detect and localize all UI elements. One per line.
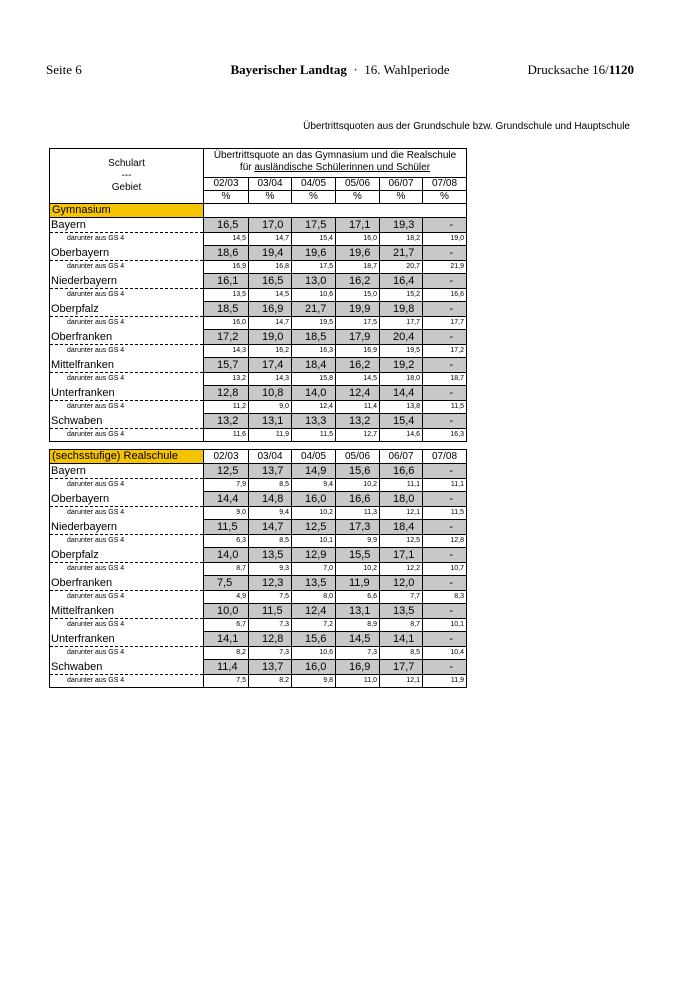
quota-value: 14,9 bbox=[292, 464, 336, 479]
quota-value: 14,0 bbox=[204, 548, 249, 563]
sub-label: darunter aus GS 4 bbox=[50, 317, 204, 330]
table-row bbox=[50, 330, 467, 345]
quota-value: 16,1 bbox=[204, 274, 249, 289]
sub-label: darunter aus GS 4 bbox=[50, 289, 204, 302]
sub-value: 9,3 bbox=[249, 563, 292, 576]
table-subrow bbox=[50, 535, 467, 548]
sub-value: 9,8 bbox=[292, 675, 336, 688]
quota-value: 15,5 bbox=[336, 548, 380, 563]
table-subrow bbox=[50, 479, 467, 492]
quota-value: 18,6 bbox=[204, 246, 249, 261]
quota-value: 16,4 bbox=[380, 274, 423, 289]
region-label: Unterfranken bbox=[50, 386, 204, 401]
quota-value: - bbox=[423, 218, 467, 233]
quota-head: Übertrittsquote an das Gymnasium und die Realschule für ausländische Schülerinnen und Schüler bbox=[204, 149, 467, 178]
quota-value: 14,4 bbox=[204, 492, 249, 507]
quota-value: 16,9 bbox=[249, 302, 292, 317]
quota-value: 19,2 bbox=[380, 358, 423, 373]
quota-value: 17,3 bbox=[336, 520, 380, 535]
quota-value: 16,2 bbox=[336, 358, 380, 373]
sub-value: 16,0 bbox=[336, 233, 380, 246]
quota-value: 19,0 bbox=[249, 330, 292, 345]
header-separator: · bbox=[353, 62, 358, 77]
table-row bbox=[50, 414, 467, 429]
quota-value: 15,7 bbox=[204, 358, 249, 373]
sub-value: 16,6 bbox=[423, 289, 467, 302]
region-label: Niederbayern bbox=[50, 520, 204, 535]
sub-label: darunter aus GS 4 bbox=[50, 591, 204, 604]
sub-value: 7,2 bbox=[292, 619, 336, 632]
sub-value: 8,7 bbox=[380, 619, 423, 632]
quota-value: - bbox=[423, 464, 467, 479]
sub-value: 11,1 bbox=[380, 479, 423, 492]
sub-value: 10,2 bbox=[292, 507, 336, 520]
year-header: 07/08 bbox=[423, 178, 467, 191]
sub-value: 11,5 bbox=[292, 429, 336, 442]
sub-value: 16,8 bbox=[249, 261, 292, 274]
sub-label: darunter aus GS 4 bbox=[50, 233, 204, 246]
quota-value: 18,5 bbox=[292, 330, 336, 345]
sub-value: 9,0 bbox=[249, 401, 292, 414]
sub-value: 17,2 bbox=[423, 345, 467, 358]
quota-value: 7,5 bbox=[204, 576, 249, 591]
unit-header: % bbox=[204, 191, 249, 204]
sub-value: 7,0 bbox=[292, 563, 336, 576]
sub-value: 13,2 bbox=[204, 373, 249, 386]
quota-value: 17,5 bbox=[292, 218, 336, 233]
quota-value: 18,4 bbox=[380, 520, 423, 535]
quota-value: 18,4 bbox=[292, 358, 336, 373]
quota-value: 17,4 bbox=[249, 358, 292, 373]
sub-value: 8,2 bbox=[249, 675, 292, 688]
quota-value: 19,6 bbox=[292, 246, 336, 261]
sub-value: 14,7 bbox=[249, 317, 292, 330]
table-subrow bbox=[50, 373, 467, 386]
sub-value: 11,0 bbox=[336, 675, 380, 688]
unit-header: % bbox=[249, 191, 292, 204]
sub-value: 11,9 bbox=[249, 429, 292, 442]
quota-value: 20,4 bbox=[380, 330, 423, 345]
page-number: Seite 6 bbox=[46, 62, 82, 77]
quota-value: - bbox=[423, 604, 467, 619]
quota-value: 13,7 bbox=[249, 464, 292, 479]
unit-header: % bbox=[423, 191, 467, 204]
quota-value: 11,9 bbox=[336, 576, 380, 591]
sub-value: 10,7 bbox=[423, 563, 467, 576]
year-header: 05/06 bbox=[336, 450, 380, 464]
sub-value: 11,6 bbox=[204, 429, 249, 442]
table-subrow bbox=[50, 317, 467, 330]
sub-value: 6,7 bbox=[204, 619, 249, 632]
sub-value: 11,9 bbox=[423, 675, 467, 688]
sub-value: 12,4 bbox=[292, 401, 336, 414]
quota-value: 12,4 bbox=[292, 604, 336, 619]
quota-value: - bbox=[423, 274, 467, 289]
sub-value: 19,0 bbox=[423, 233, 467, 246]
quota-value: 19,8 bbox=[380, 302, 423, 317]
sub-value: 15,0 bbox=[336, 289, 380, 302]
sub-value: 14,5 bbox=[249, 289, 292, 302]
quota-value: 13,1 bbox=[336, 604, 380, 619]
quota-value: 12,9 bbox=[292, 548, 336, 563]
quota-value: 12,3 bbox=[249, 576, 292, 591]
sub-label: darunter aus GS 4 bbox=[50, 261, 204, 274]
sub-value: 11,5 bbox=[423, 507, 467, 520]
sub-value: 14,3 bbox=[204, 345, 249, 358]
quota-value: 13,3 bbox=[292, 414, 336, 429]
sub-value: 7,3 bbox=[249, 619, 292, 632]
quota-value: - bbox=[423, 386, 467, 401]
table-row bbox=[50, 548, 467, 563]
sub-value: 12,7 bbox=[336, 429, 380, 442]
quota-value: - bbox=[423, 576, 467, 591]
sub-value: 8,5 bbox=[249, 535, 292, 548]
quota-value: 16,0 bbox=[292, 492, 336, 507]
sub-value: 10,2 bbox=[336, 479, 380, 492]
quota-value: 13,5 bbox=[380, 604, 423, 619]
sub-label: darunter aus GS 4 bbox=[50, 479, 204, 492]
quota-value: 19,4 bbox=[249, 246, 292, 261]
quota-value: - bbox=[423, 492, 467, 507]
sub-label: darunter aus GS 4 bbox=[50, 345, 204, 358]
region-label: Schwaben bbox=[50, 660, 204, 675]
region-label: Oberfranken bbox=[50, 330, 204, 345]
sub-value: 16,3 bbox=[423, 429, 467, 442]
region-label: Oberpfalz bbox=[50, 302, 204, 317]
table-subrow bbox=[50, 507, 467, 520]
table-row bbox=[50, 492, 467, 507]
quota-value: 18,0 bbox=[380, 492, 423, 507]
sub-value: 7,9 bbox=[204, 479, 249, 492]
table-subrow bbox=[50, 591, 467, 604]
year-header: 06/07 bbox=[380, 178, 423, 191]
quota-value: 13,1 bbox=[249, 414, 292, 429]
sub-value: 10,2 bbox=[336, 563, 380, 576]
sub-value: 11,4 bbox=[336, 401, 380, 414]
quota-value: 15,4 bbox=[380, 414, 423, 429]
sub-value: 7,5 bbox=[249, 591, 292, 604]
sub-value: 19,5 bbox=[292, 317, 336, 330]
quota-value: - bbox=[423, 246, 467, 261]
sub-value: 7,3 bbox=[249, 647, 292, 660]
sub-value: 6,6 bbox=[336, 591, 380, 604]
table-subrow bbox=[50, 675, 467, 688]
sub-value: 10,6 bbox=[292, 647, 336, 660]
table-row bbox=[50, 632, 467, 647]
sub-value: 12,5 bbox=[380, 535, 423, 548]
quota-value: 11,5 bbox=[249, 604, 292, 619]
parliament-name: Bayerischer Landtag bbox=[230, 62, 347, 77]
quota-value: 16,9 bbox=[336, 660, 380, 675]
quota-value: 13,2 bbox=[204, 414, 249, 429]
realschule-table bbox=[49, 449, 467, 688]
region-label: Bayern bbox=[50, 218, 204, 233]
quota-value: 12,8 bbox=[249, 632, 292, 647]
sub-value: 18,2 bbox=[380, 233, 423, 246]
region-label: Mittelfranken bbox=[50, 604, 204, 619]
sub-value: 9,4 bbox=[249, 507, 292, 520]
year-header: 04/05 bbox=[292, 178, 336, 191]
sub-value: 12,2 bbox=[380, 563, 423, 576]
sub-value: 19,5 bbox=[380, 345, 423, 358]
quota-value: - bbox=[423, 548, 467, 563]
quota-value: 17,2 bbox=[204, 330, 249, 345]
sub-value: 15,8 bbox=[292, 373, 336, 386]
table-row bbox=[50, 246, 467, 261]
section-title-realschule: (sechsstufige) Realschule bbox=[50, 450, 204, 464]
region-label: Oberbayern bbox=[50, 246, 204, 261]
sub-value: 11,1 bbox=[423, 479, 467, 492]
sub-value: 20,7 bbox=[380, 261, 423, 274]
quota-value: 14,5 bbox=[336, 632, 380, 647]
quota-value: 11,4 bbox=[204, 660, 249, 675]
sub-value: 10,6 bbox=[292, 289, 336, 302]
table-row bbox=[50, 576, 467, 591]
region-label: Oberpfalz bbox=[50, 548, 204, 563]
sub-value: 14,5 bbox=[336, 373, 380, 386]
quota-value: 16,6 bbox=[336, 492, 380, 507]
section-title-gymnasium: Gymnasium bbox=[50, 204, 204, 218]
table-row bbox=[50, 520, 467, 535]
table-subrow bbox=[50, 429, 467, 442]
quota-value: 12,8 bbox=[204, 386, 249, 401]
quota-value: 16,5 bbox=[249, 274, 292, 289]
sub-value: 17,5 bbox=[292, 261, 336, 274]
region-label: Schwaben bbox=[50, 414, 204, 429]
unit-header: % bbox=[292, 191, 336, 204]
quota-value: 17,0 bbox=[249, 218, 292, 233]
sub-value: 11,3 bbox=[336, 507, 380, 520]
quota-value: 12,0 bbox=[380, 576, 423, 591]
table-subrow bbox=[50, 647, 467, 660]
sub-value: 17,5 bbox=[336, 317, 380, 330]
sub-label: darunter aus GS 4 bbox=[50, 535, 204, 548]
quota-value: 14,8 bbox=[249, 492, 292, 507]
sub-label: darunter aus GS 4 bbox=[50, 507, 204, 520]
quota-value: 19,6 bbox=[336, 246, 380, 261]
quota-value: 14,1 bbox=[380, 632, 423, 647]
sub-value: 13,5 bbox=[204, 289, 249, 302]
sub-value: 9,9 bbox=[336, 535, 380, 548]
quota-value: 17,1 bbox=[336, 218, 380, 233]
quota-value: 14,0 bbox=[292, 386, 336, 401]
sub-value: 14,7 bbox=[249, 233, 292, 246]
quota-value: 19,9 bbox=[336, 302, 380, 317]
quota-value: 19,3 bbox=[380, 218, 423, 233]
year-header: 06/07 bbox=[380, 450, 423, 464]
region-label: Oberfranken bbox=[50, 576, 204, 591]
quota-value: 13,5 bbox=[249, 548, 292, 563]
unit-header: % bbox=[380, 191, 423, 204]
sub-value: 12,1 bbox=[380, 507, 423, 520]
region-label: Bayern bbox=[50, 464, 204, 479]
quota-value: 18,5 bbox=[204, 302, 249, 317]
year-header: 02/03 bbox=[204, 450, 249, 464]
region-label: Oberbayern bbox=[50, 492, 204, 507]
sub-value: 15,4 bbox=[292, 233, 336, 246]
year-header: 04/05 bbox=[292, 450, 336, 464]
region-label: Mittelfranken bbox=[50, 358, 204, 373]
table-caption: Übertrittsquoten aus der Grundschule bzw. Grundschule und Hauptschule bbox=[303, 121, 630, 132]
year-header: 05/06 bbox=[336, 178, 380, 191]
quota-value: 14,7 bbox=[249, 520, 292, 535]
sub-value: 6,3 bbox=[204, 535, 249, 548]
table-subrow bbox=[50, 563, 467, 576]
sub-value: 9,4 bbox=[292, 479, 336, 492]
gymnasium-table bbox=[49, 148, 467, 442]
quota-value: 13,0 bbox=[292, 274, 336, 289]
table-subrow bbox=[50, 233, 467, 246]
quota-value: 21,7 bbox=[380, 246, 423, 261]
sub-value: 8,9 bbox=[336, 619, 380, 632]
table-row bbox=[50, 464, 467, 479]
sub-value: 16,9 bbox=[204, 261, 249, 274]
sub-label: darunter aus GS 4 bbox=[50, 401, 204, 414]
sub-label: darunter aus GS 4 bbox=[50, 563, 204, 576]
legislative-period: 16. Wahlperiode bbox=[364, 62, 450, 77]
quota-value: 12,5 bbox=[292, 520, 336, 535]
quota-value: 17,1 bbox=[380, 548, 423, 563]
sub-label: darunter aus GS 4 bbox=[50, 373, 204, 386]
sub-value: 11,2 bbox=[204, 401, 249, 414]
table-row bbox=[50, 218, 467, 233]
sub-value: 16,9 bbox=[336, 345, 380, 358]
table-row bbox=[50, 604, 467, 619]
quota-value: - bbox=[423, 632, 467, 647]
table-subrow bbox=[50, 345, 467, 358]
sub-value: 4,9 bbox=[204, 591, 249, 604]
quota-value: - bbox=[423, 358, 467, 373]
sub-value: 10,1 bbox=[292, 535, 336, 548]
sub-value: 18,7 bbox=[336, 261, 380, 274]
column-label-head: Schulart --- Gebiet bbox=[50, 149, 204, 204]
year-header: 02/03 bbox=[204, 178, 249, 191]
sub-value: 15,2 bbox=[380, 289, 423, 302]
quota-value: 17,7 bbox=[380, 660, 423, 675]
year-header: 03/04 bbox=[249, 450, 292, 464]
sub-value: 9,0 bbox=[204, 507, 249, 520]
sub-value: 12,1 bbox=[380, 675, 423, 688]
quota-value: 16,6 bbox=[380, 464, 423, 479]
quota-value: 14,1 bbox=[204, 632, 249, 647]
sub-value: 8,2 bbox=[204, 647, 249, 660]
sub-value: 12,8 bbox=[423, 535, 467, 548]
document-number: Drucksache 16/1120 bbox=[527, 62, 634, 77]
year-header: 07/08 bbox=[423, 450, 467, 464]
quota-value: 15,6 bbox=[336, 464, 380, 479]
sub-value: 17,7 bbox=[380, 317, 423, 330]
sub-value: 8,5 bbox=[380, 647, 423, 660]
region-label: Unterfranken bbox=[50, 632, 204, 647]
quota-value: - bbox=[423, 302, 467, 317]
sub-value: 8,0 bbox=[292, 591, 336, 604]
quota-value: 10,0 bbox=[204, 604, 249, 619]
quota-value: 16,0 bbox=[292, 660, 336, 675]
quota-value: 13,5 bbox=[292, 576, 336, 591]
sub-label: darunter aus GS 4 bbox=[50, 647, 204, 660]
sub-value: 13,8 bbox=[380, 401, 423, 414]
page-header bbox=[46, 62, 634, 80]
quota-value: - bbox=[423, 520, 467, 535]
quota-value: 14,4 bbox=[380, 386, 423, 401]
region-label: Niederbayern bbox=[50, 274, 204, 289]
sub-value: 10,4 bbox=[423, 647, 467, 660]
quota-value: 13,2 bbox=[336, 414, 380, 429]
table-subrow bbox=[50, 289, 467, 302]
sub-value: 7,5 bbox=[204, 675, 249, 688]
sub-label: darunter aus GS 4 bbox=[50, 675, 204, 688]
quota-value: 16,2 bbox=[336, 274, 380, 289]
table-row bbox=[50, 302, 467, 317]
quota-value: 17,9 bbox=[336, 330, 380, 345]
unit-header: % bbox=[336, 191, 380, 204]
sub-label: darunter aus GS 4 bbox=[50, 619, 204, 632]
sub-value: 18,7 bbox=[423, 373, 467, 386]
table-row bbox=[50, 358, 467, 373]
table-row bbox=[50, 660, 467, 675]
quota-value: 16,5 bbox=[204, 218, 249, 233]
sub-value: 18,0 bbox=[380, 373, 423, 386]
sub-value: 21,9 bbox=[423, 261, 467, 274]
quota-value: 12,5 bbox=[204, 464, 249, 479]
sub-value: 14,5 bbox=[204, 233, 249, 246]
sub-value: 8,3 bbox=[423, 591, 467, 604]
quota-value: 15,6 bbox=[292, 632, 336, 647]
table-subrow bbox=[50, 261, 467, 274]
sub-value: 8,7 bbox=[204, 563, 249, 576]
sub-value: 16,3 bbox=[292, 345, 336, 358]
table-subrow bbox=[50, 401, 467, 414]
table-row bbox=[50, 386, 467, 401]
sub-value: 14,6 bbox=[380, 429, 423, 442]
sub-label: darunter aus GS 4 bbox=[50, 429, 204, 442]
quota-value: 12,4 bbox=[336, 386, 380, 401]
quota-value: 10,8 bbox=[249, 386, 292, 401]
table-subrow bbox=[50, 619, 467, 632]
sub-value: 16,2 bbox=[249, 345, 292, 358]
quota-value: 11,5 bbox=[204, 520, 249, 535]
sub-value: 14,3 bbox=[249, 373, 292, 386]
quota-value: 13,7 bbox=[249, 660, 292, 675]
quota-value: 21,7 bbox=[292, 302, 336, 317]
sub-value: 16,0 bbox=[204, 317, 249, 330]
sub-value: 7,7 bbox=[380, 591, 423, 604]
quota-value: - bbox=[423, 330, 467, 345]
quota-value: - bbox=[423, 414, 467, 429]
sub-value: 8,5 bbox=[249, 479, 292, 492]
year-header: 03/04 bbox=[249, 178, 292, 191]
table-row bbox=[50, 274, 467, 289]
sub-value: 7,3 bbox=[336, 647, 380, 660]
sub-value: 10,1 bbox=[423, 619, 467, 632]
sub-value: 17,7 bbox=[423, 317, 467, 330]
quota-value: - bbox=[423, 660, 467, 675]
sub-value: 11,5 bbox=[423, 401, 467, 414]
